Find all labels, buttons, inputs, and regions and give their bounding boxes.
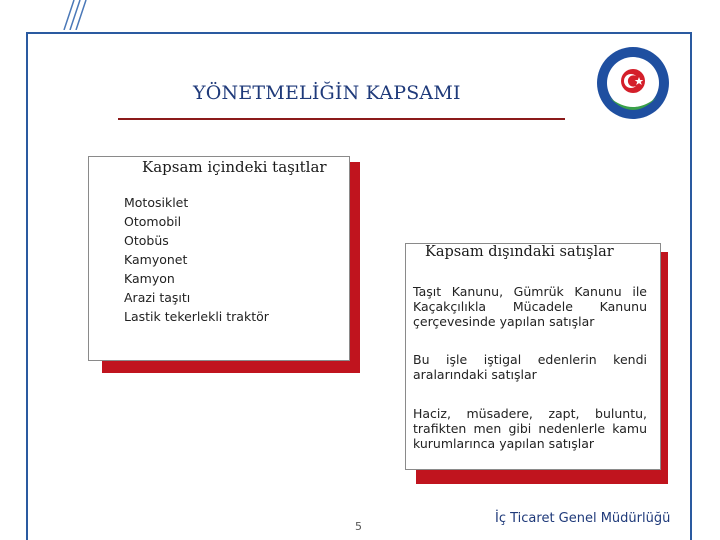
list-item: Otomobil xyxy=(124,214,182,229)
slide-title: YÖNETMELİĞİN KAPSAMI xyxy=(193,82,461,104)
list-item: Kamyon xyxy=(124,271,175,286)
list-item: Otobüs xyxy=(124,233,169,248)
scope-out-paragraph: Haciz, müsadere, zapt, buluntu, trafikten men gibi nedenlerle kamu kurumlarınca yapılan satışlar xyxy=(413,406,647,451)
list-item: Motosiklet xyxy=(124,195,189,210)
scope-out-paragraph: Taşıt Kanunu, Gümrük Kanunu ile Kaçakçılıkla Mücadele Kanunu çerçevesinde yapılan satışlar xyxy=(413,284,647,329)
decorative-stripes xyxy=(60,0,90,30)
list-item: Kamyonet xyxy=(124,252,188,267)
list-item: Lastik tekerlekli traktör xyxy=(124,309,269,324)
scope-out-heading: Kapsam dışındaki satışlar xyxy=(421,244,618,260)
list-item: Arazi taşıtı xyxy=(124,290,191,305)
page-number: 5 xyxy=(355,520,362,533)
footer-org-name: İç Ticaret Genel Müdürlüğü xyxy=(495,511,671,526)
scope-in-heading: Kapsam içindeki taşıtlar xyxy=(138,158,331,176)
title-underline xyxy=(118,118,565,120)
scope-in-list xyxy=(124,193,269,326)
scope-out-paragraph: Bu işle iştigal edenlerin kendi aralarındaki satışlar xyxy=(413,352,647,382)
ministry-of-customs-and-trade-logo xyxy=(595,45,671,121)
